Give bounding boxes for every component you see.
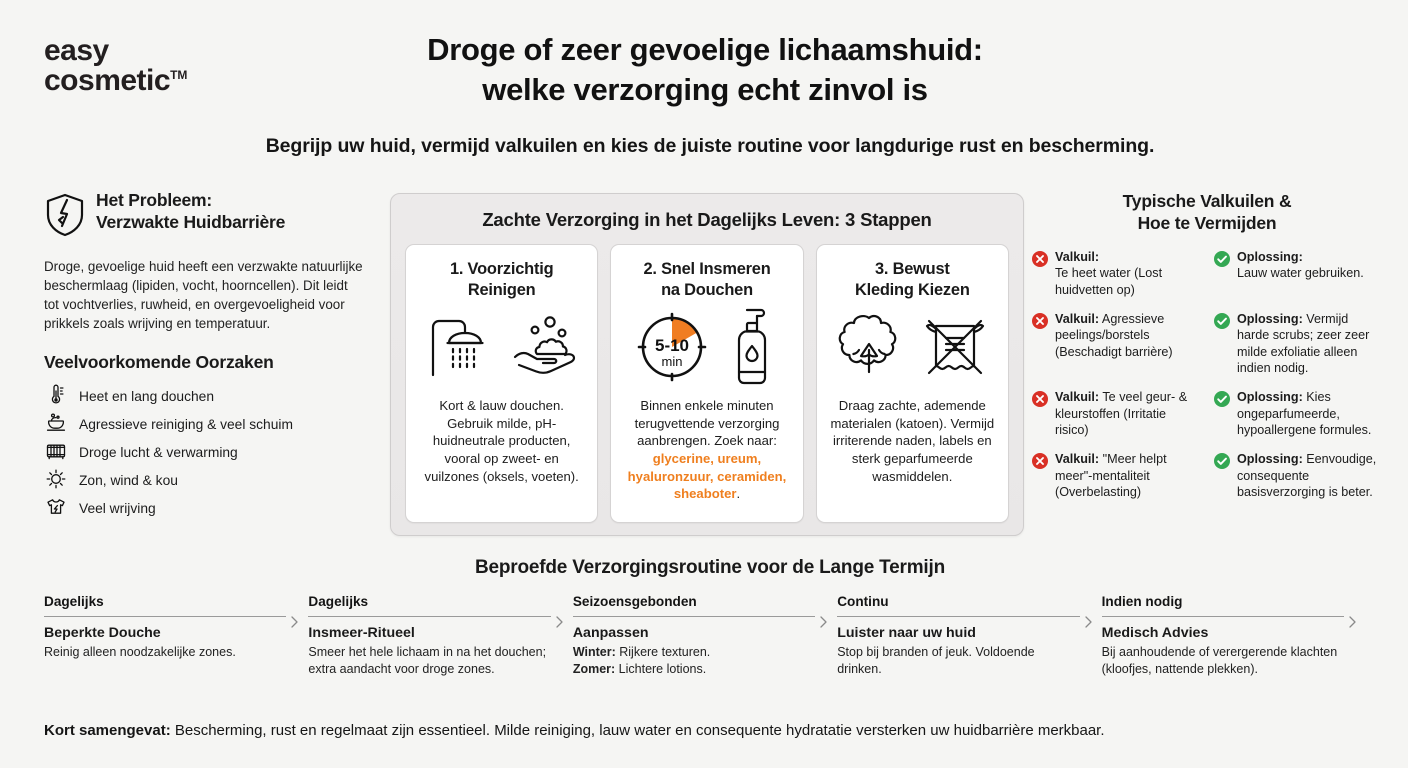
- step-2-artwork: [633, 301, 781, 397]
- pitfalls-heading-line-1: Typische Valkuilen &: [1122, 191, 1292, 211]
- steps-container: [391, 244, 1023, 523]
- pitfall-detail: Te veel geur- & kleurstoffen (Irritatie risico): [1055, 390, 1188, 438]
- pitfall-detail: "Meer helpt meer"-mentaliteit (Overbelasting): [1055, 452, 1167, 500]
- step-3-title-line-2: Kleding Kiezen: [854, 280, 970, 299]
- timeline-desc: Bij aanhoudende of verergerende klachten (kloofjes, nattende plekken).: [1101, 645, 1338, 676]
- season-winter-value: Rijkere texturen.: [615, 645, 711, 659]
- step-3-text: Draag zachte, ademende materialen (katoen). Vermijd irriterende naden, labels en sterk geparfumeerde wasmiddelen.: [830, 398, 995, 484]
- cause-label: Agressieve reiniging & veel schuim: [79, 416, 293, 432]
- step-card-clothing: [816, 244, 1009, 523]
- step-2-title: [643, 259, 770, 301]
- thermometer-icon: [44, 384, 68, 409]
- timeline-desc: [573, 644, 815, 677]
- problem-heading-row: [44, 190, 364, 243]
- pitfall-text: [1055, 249, 1200, 298]
- timeline-title: Beperkte Douche: [44, 625, 161, 641]
- timeline-rule: [1102, 616, 1344, 617]
- problem-heading: [96, 190, 285, 233]
- problem-heading-line-2: Verzwakte Huidbarrière: [96, 211, 286, 232]
- problem-heading-line-1: Het Probleem:: [96, 190, 213, 210]
- soapy-hand-icon: [505, 311, 583, 388]
- timeline-desc: Stop bij branden of jeuk. Voldoende drinken.: [837, 645, 1035, 676]
- season-summer-value: Lichtere lotions.: [615, 661, 707, 676]
- error-circle-icon: [1032, 251, 1048, 298]
- solution-cell: [1214, 249, 1382, 298]
- timeline-title: Insmeer-Ritueel: [308, 625, 415, 641]
- solution-text: [1237, 249, 1364, 298]
- pitfall-label: Valkuil:: [1055, 452, 1100, 467]
- brand-line-1: easy: [44, 34, 109, 67]
- timeline-rule: [44, 616, 286, 617]
- shower-head-icon: [421, 311, 493, 388]
- chevron-right-icon: [1082, 615, 1096, 629]
- pitfalls-heading: [1032, 190, 1382, 235]
- solution-detail: Kies ongeparfumeerde, hypoallergene formules.: [1237, 390, 1372, 438]
- timeline-item: [1102, 594, 1366, 677]
- list-item: [1032, 311, 1382, 376]
- foam-basin-icon: [44, 412, 68, 437]
- chevron-right-icon: [553, 615, 567, 629]
- list-item: [44, 494, 364, 522]
- problem-section: [44, 190, 364, 522]
- step-1-artwork: [421, 301, 583, 397]
- pitfall-label: Valkuil:: [1055, 390, 1100, 405]
- error-circle-icon: [1032, 453, 1048, 500]
- timeline-when: Dagelijks: [44, 594, 104, 609]
- chevron-right-icon: [1346, 615, 1360, 629]
- causes-list: [44, 382, 364, 522]
- timeline-title: Medisch Advies: [1101, 625, 1209, 641]
- gentle-care-heading: Zachte Verzorging in het Dagelijks Leven: 3 Stappen: [482, 209, 932, 230]
- solution-cell: [1214, 451, 1382, 500]
- pitfalls-list: [1032, 249, 1382, 501]
- solution-label: Oplossing:: [1237, 452, 1303, 467]
- pitfall-cell: [1032, 451, 1200, 500]
- list-item: [1032, 451, 1382, 500]
- pitfall-label: Valkuil:: [1055, 311, 1100, 326]
- check-circle-icon: [1214, 453, 1230, 500]
- brand-logo: [44, 36, 187, 96]
- cause-label: Droge lucht & verwarming: [79, 444, 238, 460]
- no-label-tag-icon: [918, 310, 992, 389]
- radiator-icon: [44, 441, 68, 464]
- timeline-desc: Reinig alleen noodzakelijke zones.: [44, 645, 236, 659]
- pitfalls-heading-line-2: Hoe te Vermijden: [1137, 213, 1277, 234]
- season-summer-label: Zomer:: [572, 661, 616, 676]
- lotion-pump-bottle-icon: [723, 306, 781, 393]
- solution-text: [1237, 389, 1382, 438]
- step-2-title-line-2: na Douchen: [661, 280, 753, 299]
- timeline-item: [837, 594, 1101, 677]
- step-2-text: [622, 397, 791, 503]
- pitfall-detail: Te heet water (Lost huidvetten op): [1055, 266, 1163, 297]
- solution-text: [1237, 451, 1382, 500]
- pitfall-cell: [1032, 249, 1200, 298]
- check-circle-icon: [1214, 391, 1230, 438]
- timeline-when: Indien nodig: [1101, 594, 1183, 609]
- solution-label: Oplossing:: [1237, 249, 1303, 264]
- timeline: [44, 594, 1366, 677]
- cotton-boll-icon: [832, 310, 906, 389]
- timeline-when: Seizoensgebonden: [572, 594, 697, 609]
- timeline-rule: [308, 616, 550, 617]
- timer-value: 5-10: [654, 335, 689, 355]
- list-item: [44, 438, 364, 466]
- cracked-shield-icon: [44, 192, 86, 243]
- page-title-line-2: welke verzorging echt zinvol is: [482, 71, 928, 107]
- step-1-text: Kort & lauw douchen. Gebruik milde, pH-huidneutrale producten, vooral op zweet- en vuilzones (oksels, voeten).: [424, 398, 579, 484]
- timeline-rule: [573, 616, 815, 617]
- pitfall-cell: [1032, 389, 1200, 438]
- step-1-title-line-2: Reinigen: [467, 280, 536, 299]
- list-item: [44, 382, 364, 410]
- pitfall-cell: [1032, 311, 1200, 376]
- page-subtitle: Begrijp uw huid, vermijd valkuilen en kies de juiste routine voor langdurige rust en bescherming.: [265, 135, 1155, 157]
- cause-label: Heet en lang douchen: [79, 388, 215, 404]
- timeline-heading: Beproefde Verzorgingsroutine voor de Lange Termijn: [474, 557, 945, 578]
- causes-heading: Veelvoorkomende Oorzaken: [44, 352, 274, 373]
- gentle-care-panel: [390, 193, 1024, 536]
- summary-line: [44, 722, 1374, 739]
- solution-detail: Vermijd harde scrubs; zeer zeer milde exfoliatie alleen indien nodig.: [1237, 311, 1370, 375]
- step-2-text-after: .: [736, 486, 741, 502]
- chevron-right-icon: [288, 615, 302, 629]
- step-3-artwork: [832, 301, 992, 397]
- chevron-right-icon: [817, 615, 831, 629]
- list-item: [1032, 389, 1382, 438]
- solution-detail: Lauw water gebruiken.: [1237, 266, 1364, 281]
- solution-label: Oplossing:: [1237, 390, 1303, 405]
- pitfall-label: Valkuil:: [1055, 249, 1100, 264]
- step-2-title-line-1: 2. Snel Insmeren: [643, 260, 771, 278]
- timer-unit: min: [661, 353, 683, 369]
- error-circle-icon: [1032, 313, 1048, 376]
- cause-label: Veel wrijving: [79, 500, 156, 516]
- timeline-title: Luister naar uw huid: [837, 625, 976, 641]
- solution-label: Oplossing:: [1237, 311, 1303, 326]
- pitfall-text: [1055, 311, 1200, 376]
- check-circle-icon: [1214, 313, 1230, 376]
- step-card-moisturizing: [610, 244, 803, 523]
- solution-text: [1237, 311, 1382, 376]
- step-card-cleansing: [405, 244, 598, 523]
- summary-label: Kort samengevat:: [44, 722, 171, 739]
- pitfall-detail: Agressieve peelings/borstels (Beschadigt barrière): [1055, 311, 1173, 359]
- solution-cell: [1214, 311, 1382, 376]
- solution-cell: [1214, 389, 1382, 438]
- list-item: [44, 466, 364, 494]
- step-2-text-before: Binnen enkele minuten terugvettende verzorging aanbrengen. Zoek naar:: [634, 398, 780, 449]
- solution-detail: Eenvoudige, consequente basisverzorging is beter.: [1237, 452, 1377, 500]
- timeline-when: Continu: [837, 594, 889, 609]
- timeline-rule: [837, 616, 1079, 617]
- step-1-title-line-1: 1. Voorzichtig: [449, 260, 554, 278]
- summary-text: Bescherming, rust en regelmaat zijn essentieel. Milde reiniging, lauw water en consequente hydratatie versterken uw huidbarrière merkbaar.: [170, 722, 1105, 739]
- brand-line-2: cosmetic™: [44, 64, 188, 97]
- list-item: [1032, 249, 1382, 298]
- list-item: [44, 410, 364, 438]
- season-winter-label: Winter:: [572, 645, 616, 659]
- timeline-desc: Smeer het hele lichaam in na het douchen; extra aandacht voor droge zones.: [308, 645, 547, 676]
- timeline-when: Dagelijks: [308, 594, 369, 609]
- step-1-title: [450, 259, 553, 301]
- sun-icon: [44, 468, 68, 493]
- pitfall-text: [1055, 451, 1200, 500]
- tshirt-friction-icon: [44, 497, 68, 520]
- timeline-title: Aanpassen: [572, 625, 649, 641]
- pitfall-text: [1055, 389, 1200, 438]
- problem-body-text: Droge, gevoelige huid heeft een verzwakte natuurlijke beschermlaag (lipiden, vocht, hoorncellen). Dit leidt tot vochtverlies, ruwheid, en overgevoeligheid voor prikkels zoals wrijving en temperatuur.: [44, 259, 363, 332]
- page-title: [300, 30, 1110, 109]
- page-title-line-1: Droge of zeer gevoelige lichaamshuid:: [427, 32, 983, 67]
- timeline-item: [308, 594, 572, 677]
- pitfalls-section: [1032, 190, 1382, 513]
- timer-icon: [633, 308, 711, 391]
- error-circle-icon: [1032, 391, 1048, 438]
- step-3-title: [855, 259, 970, 301]
- trademark-symbol: TM: [170, 68, 188, 82]
- step-3-title-line-1: 3. Bewust: [874, 260, 950, 278]
- step-2-ingredients-highlight: glycerine, ureum, hyaluronzuur, ceramiden, sheaboter: [627, 451, 787, 502]
- timeline-item: [44, 594, 308, 677]
- timeline-item: [573, 594, 837, 677]
- cause-label: Zon, wind & kou: [79, 472, 178, 488]
- check-circle-icon: [1214, 251, 1230, 298]
